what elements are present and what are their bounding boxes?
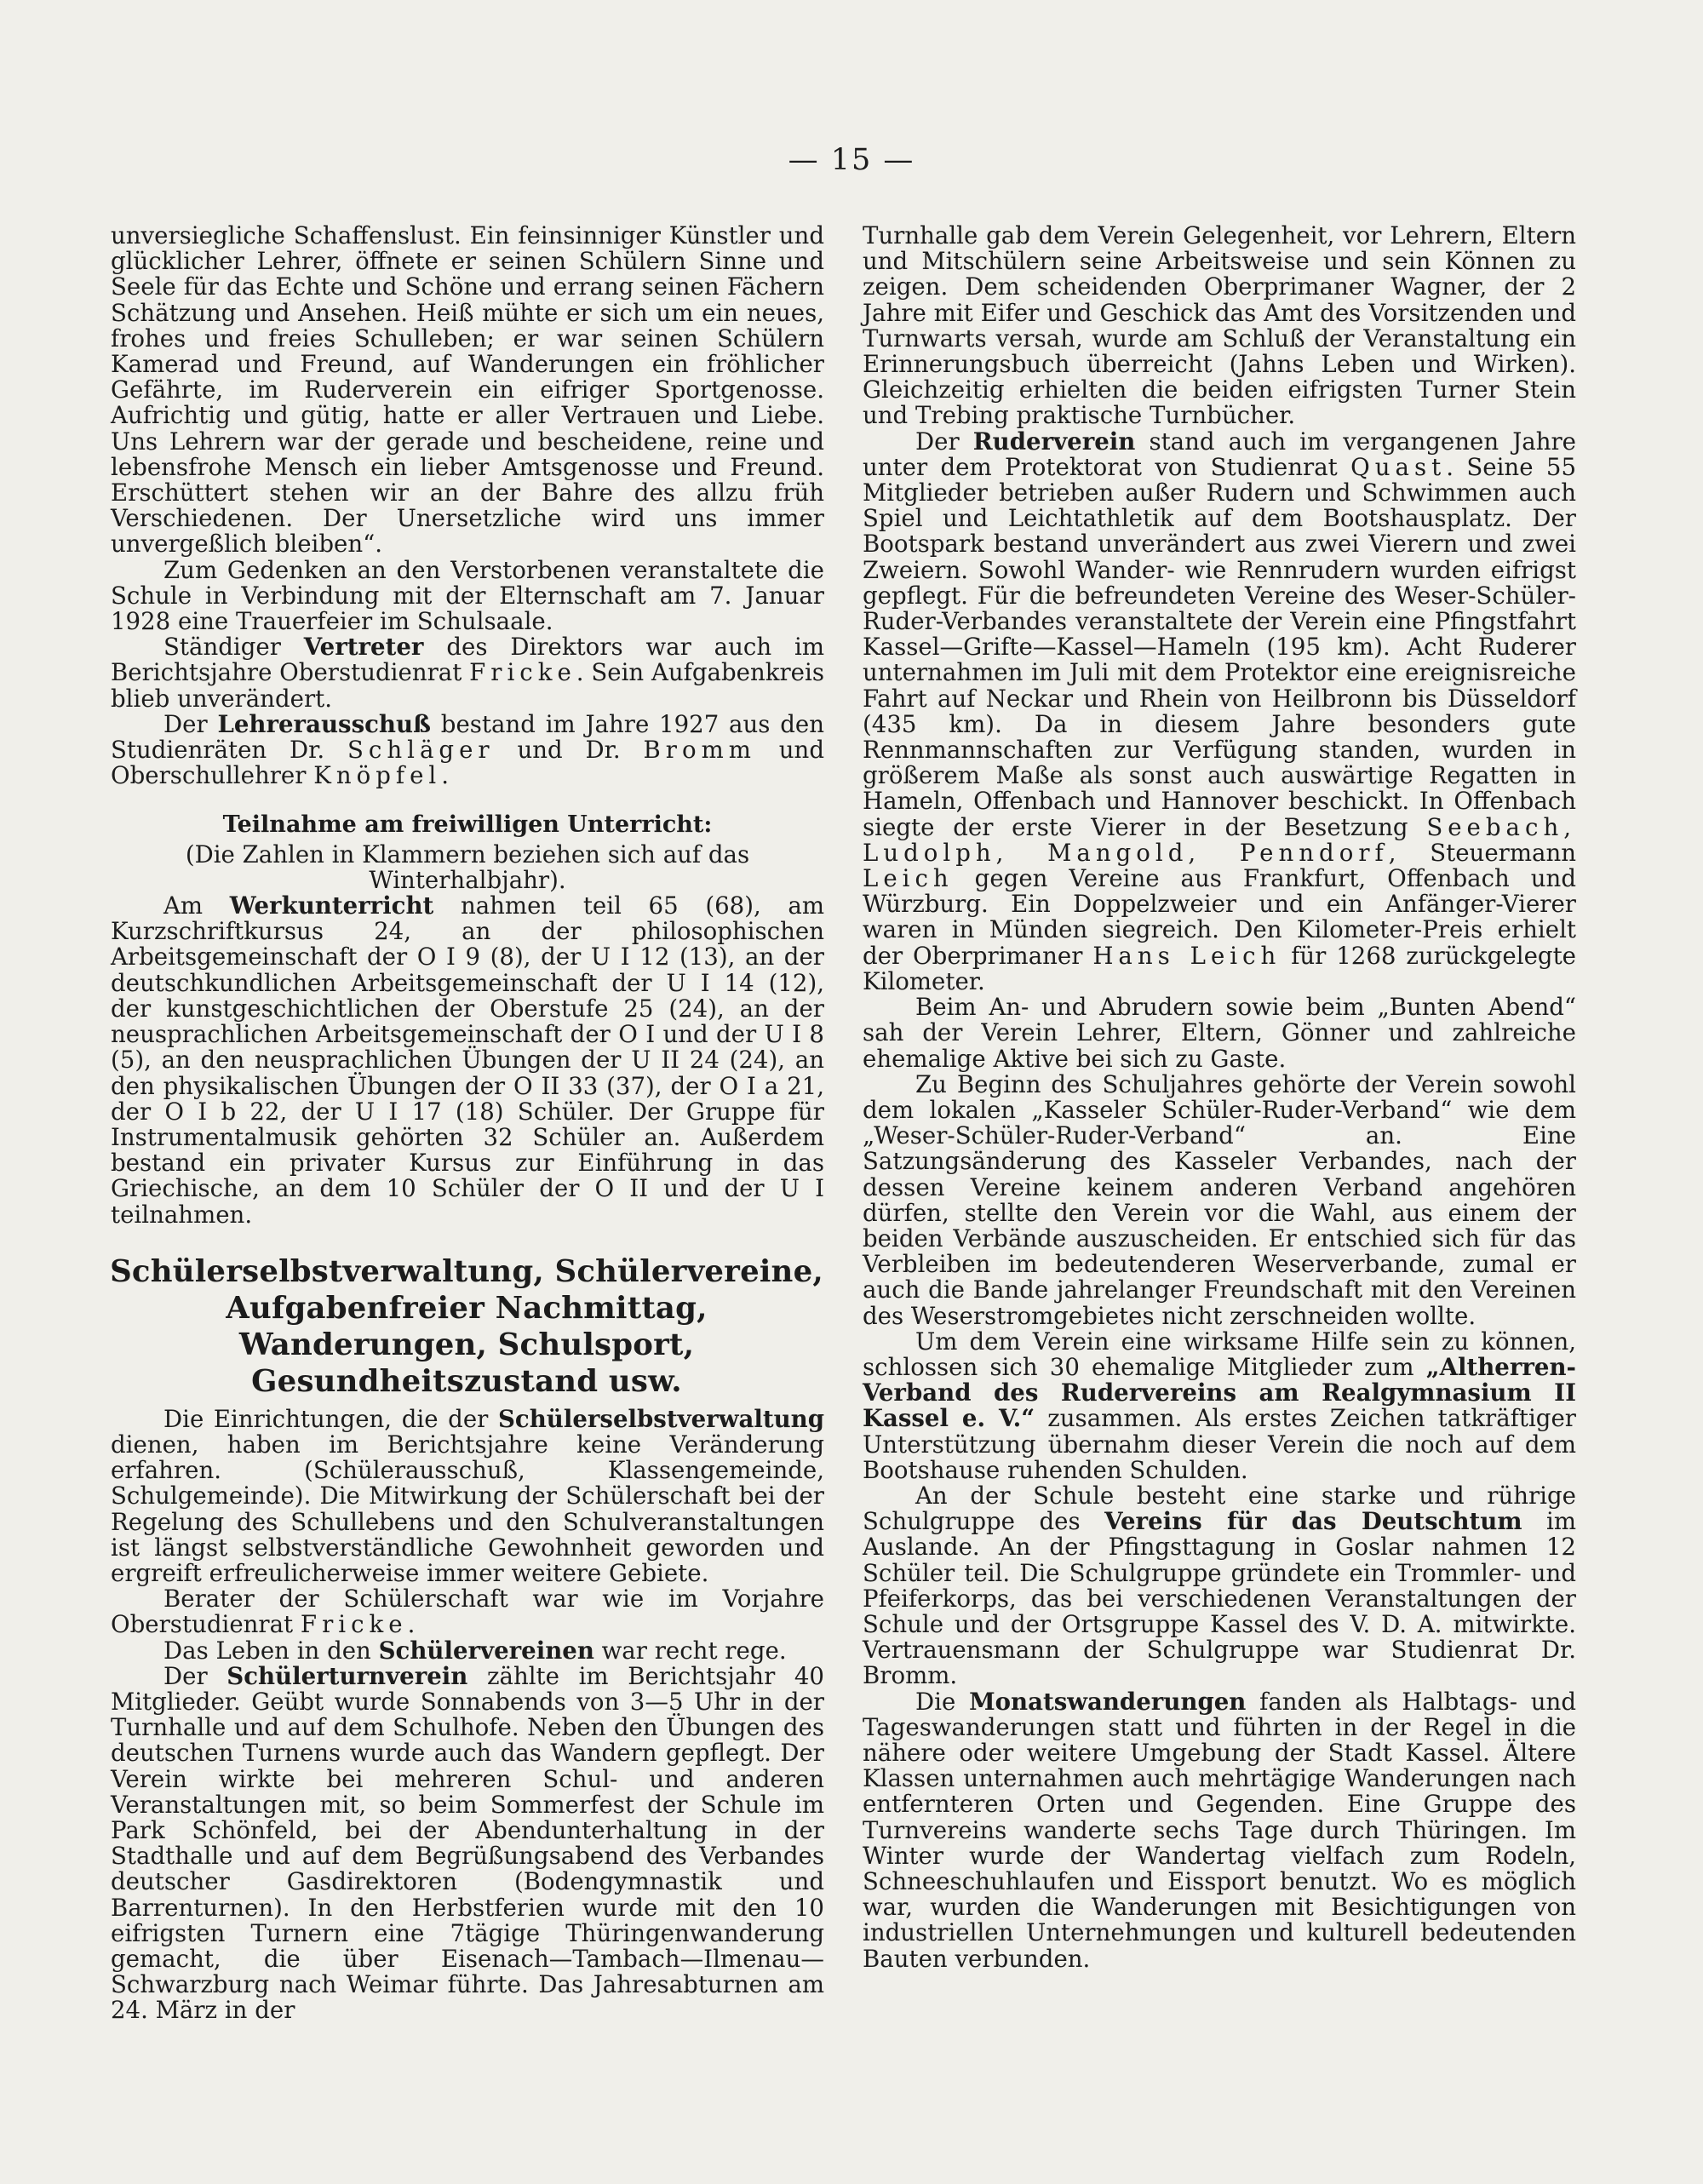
paragraph: Turnhalle gab dem Verein Gelegenheit, vor Lehrern, Eltern und Mitschülern seine Arbeitsweise und sein Können zu zeigen. Dem scheidenden Oberprimaner Wagner, der 2 Jahre mit Eifer und Geschick das Amt des Vorsitzenden und Turnwarts versah, wurde am Schluß der Veranstaltung ein Erinnerungsbuch überreicht (Jahns Leben und Wirken). Gleichzeitig erhielten die beiden eifrigsten Turner Stein und Trebing praktische Turnbücher. [863,221,1576,430]
left-column [111,223,824,2024]
page-number: — 15 — [788,143,915,177]
paragraph: Ständiger Vertreter des Direktors war auch im Berichtsjahre Oberstudienrat Fricke. Sein Aufgabenkreis blieb unverändert. [111,633,824,713]
paragraph: Um dem Verein eine wirksame Hilfe sein zu können, schlossen sich 30 ehemalige Mitglieder zum „Altherren-Verband des Rudervereins am Realgymnasium II Kassel e. V.“ zusammen. Als erstes Zeichen tatkräftiger Unterstützung übernahm dieser Verein die noch auf dem Bootshause ruhenden Schulden. [863,1327,1576,1484]
paragraph: Die Einrichtungen, die der Schülerselbstverwaltung dienen, haben im Berichtsjahre keine Veränderung erfahren. (Schülerausschuß, Klassengemeinde, Schulgemeinde). Die Mitwirkung der Schülerschaft bei der Regelung des Schullebens und den Schulveranstaltungen ist längst selbstverständliche Gewohnheit geworden und ergreift erfreulicherweise immer weitere Gebiete. [111,1404,824,1587]
paragraph: Die Monatswanderungen fanden als Halbtags- und Tageswanderungen statt und führten in der Regel in die nähere oder weitere Umgebung der Stadt Kassel. Ältere Klassen unternahmen auch mehrtägige Wanderungen nach entfernteren Orten und Gegenden. Eine Gruppe des Turnvereins wanderte sechs Tage durch Thüringen. Im Winter wurde der Wandertag vielfach zum Rodeln, Schneeschuhlaufen und Eissport benutzt. Wo es möglich war, wurden die Wanderungen mit Besichtigungen von industriellen Unternehmungen und kulturell bedeutenden Bauten verbunden. [863,1687,1576,1973]
note: (Die Zahlen in Klammern beziehen sich auf das Winterhalbjahr). [185,840,750,894]
paragraph: An der Schule besteht eine starke und rührige Schulgruppe des Vereins für das Deutschtum im Auslande. An der Pfingsttagung in Goslar nahmen 12 Schüler teil. Die Schulgruppe gründete ein Trommler- und Pfeiferkorps, das bei verschiedenen Veranstaltungen der Schule und der Ortsgruppe Kassel des V. D. A. mitwirkte. Vertrauensmann der Schulgruppe war Studienrat Dr. Bromm. [863,1481,1576,1690]
paragraph: Der Schülerturnverein zählte im Berichtsjahr 40 Mitglieder. Geübt wurde Sonnabends von 3—5 Uhr in der Turnhalle und auf dem Schulhofe. Neben den Übungen des deutschen Turnens wurde auch das Wandern gepflegt. Der Verein wirkte bei mehreren Schul- und anderen Veranstaltungen mit, so beim Sommerfest der Schule im Park Schönfeld, bei der Abendunterhaltung in der Stadthalle und auf dem Begrüßungsabend des Verbandes deutscher Gasdirektoren (Bodengymnastik und Barrenturnen). In den Herbstferien wurde mit den 10 eifrigsten Turnern eine 7tägige Thüringenwanderung gemacht, die über Eisenach—Tambach—Ilmenau—Schwarzburg nach Weimar führte. Das Jahresabturnen am 24. März in der [111,1661,824,2025]
paragraph: Berater der Schülerschaft war wie im Vorjahre Oberstudienrat Fricke. [111,1585,824,1639]
subheading: Teilnahme am freiwilligen Unterricht: [222,811,713,839]
section-title: Schülerselbstverwaltung, Schülervereine, Aufgabenfreier Nachmittag, Wanderungen, Schulsport, Gesundheitszustand usw. [110,1253,823,1399]
paragraph: Das Leben in den Schülervereinen war recht rege. [163,1636,787,1665]
paragraph: Zum Gedenken an den Verstorbenen veranstaltete die Schule in Verbindung mit der Elternschaft am 7. Januar 1928 eine Trauerfeier im Schulsaale. [111,555,824,636]
paragraph: unversiegliche Schaffenslust. Ein feinsinniger Künstler und glücklicher Lehrer, öffnete er seinen Schülern Sinne und Seele für das Echte und Schöne und errang seinen Fächern Schätzung und Ansehen. Heiß mühte er sich um ein neues, frohes und freies Schulleben; er war seinen Schülern Kamerad und Freund, auf Wanderungen ein fröhlicher Gefährte, im Ruderverein ein eifriger Sportgenosse. Aufrichtig und gütig, hatte er aller Vertrauen und Liebe. Uns Lehrern war der gerade und bescheidene, reine und lebensfrohe Mensch ein lieber Amtsgenosse und Freund. Erschüttert stehen wir an der Bahre des allzu früh Verschiedenen. Der Unersetzliche wird uns immer unvergeßlich bleiben“. [111,221,824,559]
right-column [863,223,1576,1972]
paragraph: Am Werkunterricht nahmen teil 65 (68), am Kurzschriftkursus 24, an der philosophischen Arbeitsgemeinschaft der O I 9 (8), der U I 12 (13), an der deutschkundlichen Arbeitsgemeinschaft der U I 14 (12), der kunstgeschichtlichen der Oberstufe 25 (24), an der neusprachlichen Arbeitsgemeinschaft der O I und der U I 8 (5), an den neusprachlichen Übungen der U II 24 (24), an den physikalischen Übungen der O II 33 (37), der O I a 21, der O I b 22, der U I 17 (18) Schüler. Der Gruppe für Instrumentalmusik gehörten 32 Schüler an. Außerdem bestand ein privater Kursus zur Einführung in das Griechische, an dem 10 Schüler der O II und der U I teilnahmen. [111,891,824,1229]
paragraph: Der Ruderverein stand auch im vergangenen Jahre unter dem Protektorat von Studienrat Quast. Seine 55 Mitglieder betrieben außer Rudern und Schwimmen auch Spiel und Leichtathletik auf dem Bootshausplatz. Der Bootspark bestand unverändert aus zwei Vierern und zwei Zweiern. Sowohl Wander- wie Rennrudern wurden eifrigst gepflegt. Für die befreundeten Vereine des Weser-Schüler-Ruder-Verbandes veranstaltete der Verein eine Pfingstfahrt Kassel—Grifte—Kassel—Hameln (195 km). Acht Ruderer unternahmen im Juli mit dem Protektor eine ereignisreiche Fahrt auf Neckar und Rhein von Heilbronn bis Düsseldorf (435 km). Da in diesem Jahre besonders gute Rennmannschaften zur Verfügung standen, wurden in größerem Maße als sonst auch auswärtige Regatten in Hameln, Offenbach und Hannover beschickt. In Offenbach siegte der erste Vierer in der Besetzung Seebach, Ludolph, Mangold, Penndorf, Steuermann Leich gegen Vereine aus Frankfurt, Offenbach und Würzburg. Ein Doppelzweier und ein Anfänger-Vierer waren in Münden siegreich. Den Kilometer-Preis erhielt der Oberprimaner Hans Leich für 1268 zurückgelegte Kilometer. [863,427,1576,995]
paragraph: Der Lehrerausschuß bestand im Jahre 1927 aus den Studienräten Dr. Schläger und Dr. Bromm und Oberschullehrer Knöpfel. [111,709,824,790]
paragraph: Zu Beginn des Schuljahres gehörte der Verein sowohl dem lokalen „Kasseler Schüler-Ruder-Verband“ wie dem „Weser-Schüler-Ruder-Verband“ an. Eine Satzungsänderung des Kasseler Verbandes, nach der dessen Vereine keinem anderen Verband angehören dürfen, stellte den Verein vor die Wahl, aus einem der beiden Verbände auszuscheiden. Er entschied sich für das Verbleiben im bedeutenderen Weserverbande, zumal er auch die Bande jahrelanger Freundschaft mit den Vereinen des Weserstromgebietes nicht zerschneiden wollte. [863,1069,1576,1330]
paragraph: Beim An- und Abrudern sowie beim „Bunten Abend“ sah der Verein Lehrer, Eltern, Gönner und zahlreiche ehemalige Aktive bei sich zu Gaste. [863,993,1576,1073]
